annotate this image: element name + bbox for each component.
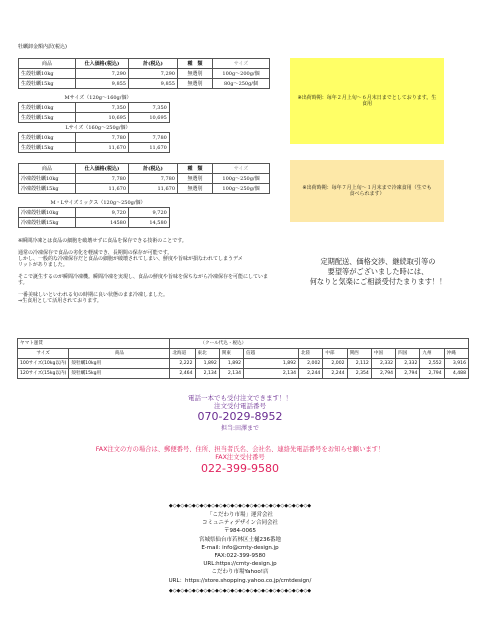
table-row: 生殻牡蠣10kg 7,780 7,780 xyxy=(19,133,270,143)
footer-separator-bottom: ◆◇◆◇◆◇◆◇◆◇◆◇◆◇◆◇◆◇◆◇◆◇◆◇◆◇◆◇◆◇◆◇◆◇◆◇◆ xyxy=(168,588,312,594)
page-title: 牡蠣卸金額内訳(税込) xyxy=(18,44,67,50)
m-size-label-row: Mサイズ（120g〜160g/個） xyxy=(64,94,132,101)
table-row: 冷凍殻牡蠣10kg 9,720 9,720 xyxy=(19,208,270,218)
yahoo-store-link[interactable]: URL：https://store.shopping.yahoo.co.jp/cmtdesign/ xyxy=(168,577,312,584)
table-row: 100サイズ(10kg以内) 殻牡蠣10kg用 2,222 1,892 1,892 1,892 2,002 2,002 2,112 2,332 2,332 2,552 3,916 xyxy=(18,359,469,369)
email-link[interactable]: E-mail: info@cmty-design.jp xyxy=(201,544,279,551)
table-row: 生殻牡蠣15kg 10,695 10,695 xyxy=(19,113,270,123)
shipping-title-row: ヤマト運賃 （クール代込・税込） xyxy=(18,339,469,349)
table-row: 生殻牡蠣15kg 11,670 11,670 xyxy=(19,143,270,153)
table-row: 冷凍殻牡蠣10kg 7,780 7,780 無選別 100g〜250g/個 xyxy=(19,174,270,184)
table-row: 冷凍殻牡蠣15kg 14580 14,580 xyxy=(19,218,270,228)
company-info: 「こだわり市場」運営会社 コミュニティデザイン合同会社 〒984-0065 宮城県仙台市若林区土樋236番地 E-mail: info@cmty-design.jp FAX:022-399-9580 URL:https://cmty-design.jp こだわり市場Yahoo!店 URL：https://store.shopping.yahoo.co.jp/cmtdesign/ xyxy=(0,511,480,585)
inquiry-promo: 定期配送、価格交渉、継続取引等の 要望等がございました時には、 何なりと気楽にご相談受付たまります！！ xyxy=(309,257,447,286)
ml-mix-label-row: M・Lサイズミックス（120g〜250g/個） xyxy=(50,199,146,206)
table-row: 生殻牡蠣10kg 7,350 7,350 xyxy=(19,103,270,113)
fax-number[interactable]: 022-399-9580 xyxy=(201,462,279,475)
fax-order-section: FAX注文の方の場合は、郵便番号、住所、担当者氏名、会社名、連絡先電話番号をお知らせ願います！ FAX注文受付番号 022-399-9580 xyxy=(0,446,480,476)
website-link[interactable]: URL:https://cmty-design.jp xyxy=(203,561,277,568)
table-header-row: 商品 仕入価格(税込) 計(税込) 種 類 サイズ xyxy=(19,59,270,69)
freeze-explanation: ※瞬間冷凍とは食品の細胞を破壊せずに食品を保存できる技術のことです。 通常の冷凍保存で食品の劣化を軽減でき、長期間の保存が可能です。 しかし、一般的な冷凍保存だと食品の細胞が破壊されてしまい、鮮度や旨味が損なわれてしまうデメ リットがありました。 そこで誕生するのが瞬間冷凍機。瞬間冷凍を実現し、食品の鮮度や旨味を保ちながら冷凍保存を可能にしています。 一番美味しいといわれる旬の時期に良い状態のまま冷凍しました。 ⇒生食用として活用されております。 xyxy=(18,238,269,304)
phone-order-section: 電話一本でも受付注文できます！！ 注文受付電話番号 070-2029-8952 担当:田澤まで xyxy=(0,394,480,433)
raw-season-note-box: ※出荷時期：毎年２月上旬〜６月末日までとしております。生食用 xyxy=(290,58,444,144)
frozen-oyster-price-table xyxy=(18,163,270,228)
table-header-row: 商品 仕入価格(税込) 計(税込) 種 類 サイズ xyxy=(19,164,270,174)
phone-number[interactable]: 070-2029-8952 xyxy=(197,410,283,423)
table-row: 生殻牡蠣10kg 7,290 7,290 無選別 100g〜200g/個 xyxy=(19,69,270,79)
shipping-rate-table xyxy=(17,338,469,379)
table-header-row: サイズ 商品 北海道 東北 関東 信越 北陸 中部 関西 中国 四国 九州 沖縄 xyxy=(18,349,469,359)
raw-oyster-price-table xyxy=(18,58,270,153)
table-row: 120サイズ(15kg以内) 殻牡蠣15kg用 2,464 2,134 2,134 2,134 2,244 2,244 2,354 2,794 2,794 2,794 4,488 xyxy=(18,369,469,379)
table-row: 生殻牡蠣15kg 9,855 9,855 無選別 80g〜250g/個 xyxy=(19,79,270,89)
table-row: 冷凍殻牡蠣15kg 11,670 11,670 無選別 100g〜250g/個 xyxy=(19,184,270,194)
footer-separator-top: ◆◇◆◇◆◇◆◇◆◇◆◇◆◇◆◇◆◇◆◇◆◇◆◇◆◇◆◇◆◇◆◇◆◇◆◇◆ xyxy=(168,503,312,509)
frozen-season-note-box: ※出荷時期：毎年７月上旬〜１月末まで冷凍食用（生でも食べられます） xyxy=(290,160,444,222)
l-size-label-row: Lサイズ（160g〜250g/個） xyxy=(65,124,131,131)
